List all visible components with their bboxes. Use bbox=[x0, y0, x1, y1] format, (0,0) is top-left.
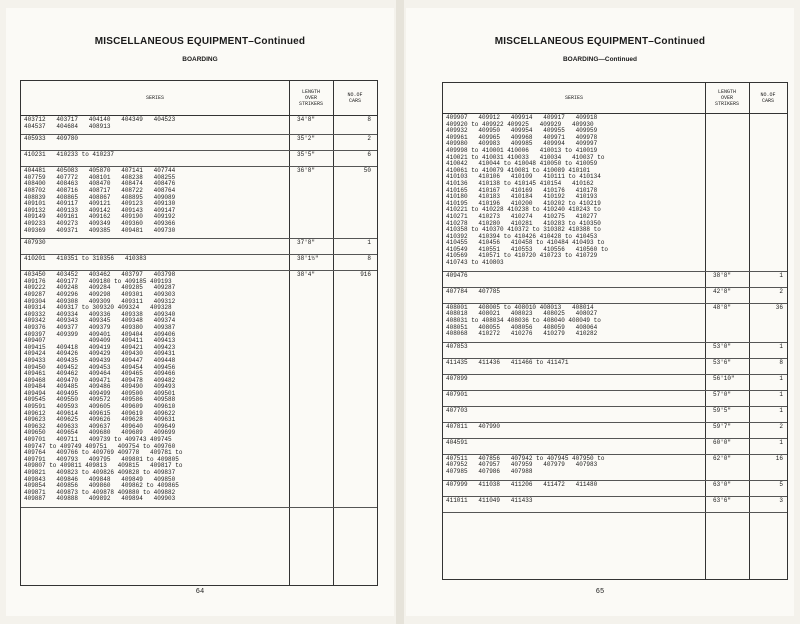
series-line: 410061 to 410079 410081 to 410089 410101 bbox=[446, 166, 591, 174]
series-line: 410180 410183 410184 410192 410193 bbox=[446, 193, 598, 201]
length-cell: 57'0" bbox=[713, 390, 732, 398]
series-line: 409450 409452 409453 409454 409456 bbox=[24, 363, 176, 371]
series-line: 409650 409654 409680 409689 409699 bbox=[24, 429, 176, 437]
series-line: 409376 409377 409379 409380 409387 bbox=[24, 323, 176, 331]
cars-cell: 50 bbox=[363, 167, 371, 175]
series-line: 409342 409343 409345 409348 409374 bbox=[24, 317, 176, 325]
header-length: LENGTH OVER STRIKERS bbox=[298, 89, 323, 107]
cars-cell: 8 bbox=[367, 116, 371, 123]
page-gutter bbox=[396, 0, 404, 624]
header-series: SERIES bbox=[145, 95, 164, 101]
series-cell bbox=[446, 376, 468, 383]
series-line: 409632 409633 409637 409640 409649 bbox=[24, 422, 176, 430]
table-row bbox=[443, 454, 787, 481]
series-line: 410271 410273 410274 410275 410277 bbox=[446, 212, 598, 220]
series-line: 409222 409248 409284 409285 409287 bbox=[24, 284, 176, 292]
header-cars: NO.OF CARS bbox=[347, 92, 363, 104]
equipment-table bbox=[20, 80, 378, 586]
right-page bbox=[406, 8, 794, 616]
length-cell: 38'8" bbox=[713, 271, 732, 279]
page-subtitle: BOARDING bbox=[182, 56, 218, 63]
series-line: 409871 409873 to 409878 409880 to 409882 bbox=[24, 488, 176, 496]
series-line: 407899 bbox=[446, 374, 468, 382]
series-line: 410549 410551 410553 410556 410560 to bbox=[446, 245, 609, 253]
series-line: 410136 410138 to 410145 410154 410162 bbox=[446, 179, 594, 187]
cars-cell: 2 bbox=[367, 135, 371, 143]
series-line: 409932 409950 409954 409955 409959 bbox=[446, 127, 598, 135]
cars-cell: 6 bbox=[367, 151, 371, 159]
series-line: 409304 409308 409309 409311 409312 bbox=[24, 297, 176, 305]
series-line: 407985 407986 407988 bbox=[446, 467, 533, 475]
series-line: 409747 to 409749 409751 409754 to 409760 bbox=[24, 442, 176, 450]
series-line: 409843 409846 409848 409849 409850 bbox=[24, 475, 176, 483]
series-cell bbox=[446, 408, 468, 415]
cars-cell: 36 bbox=[775, 303, 783, 311]
series-line: 409623 409625 409626 409628 409631 bbox=[24, 416, 176, 424]
series-line: 409961 409965 409968 409971 409978 bbox=[446, 133, 598, 141]
series-line: 410221 to 410228 410238 to 410240 410243 to bbox=[446, 206, 601, 214]
length-cell: 63'6" bbox=[713, 496, 732, 504]
series-cell bbox=[24, 272, 182, 503]
series-line: 410195 410196 410200 410202 to 410219 bbox=[446, 199, 601, 207]
series-line: 410231 410233 to 410237 bbox=[24, 151, 115, 159]
cars-cell: 1 bbox=[779, 438, 783, 446]
series-line: 407784 407785 bbox=[446, 287, 501, 295]
page-number: 65 bbox=[595, 588, 605, 596]
series-line: 409484 409485 409486 409490 409493 bbox=[24, 383, 176, 391]
table-row bbox=[443, 358, 787, 375]
series-line: 409433 409435 409439 409447 409448 bbox=[24, 356, 176, 364]
series-line: 407811 407990 bbox=[446, 422, 501, 430]
series-line: 409233 409273 409349 409360 409366 bbox=[24, 219, 176, 227]
cars-cell: 2 bbox=[779, 422, 783, 430]
table-row bbox=[443, 271, 787, 288]
table-row bbox=[443, 480, 787, 497]
header-cars: NO.OF CARS bbox=[760, 92, 776, 104]
series-cell bbox=[446, 440, 468, 447]
series-cell bbox=[446, 289, 500, 296]
series-line: 410569 410571 to 410720 410723 to 410729 bbox=[446, 252, 598, 260]
series-line: 409287 409296 409298 409301 409303 bbox=[24, 290, 176, 298]
series-line: 409494 409495 409499 409500 409501 bbox=[24, 389, 176, 397]
length-cell: 35'2" bbox=[297, 135, 316, 143]
series-cell bbox=[446, 360, 568, 367]
series-line: 409764 409766 to 409769 409778 409781 to bbox=[24, 449, 183, 457]
series-line: 408031 to 408034 408036 to 408040 408049 to bbox=[446, 316, 601, 324]
series-cell bbox=[24, 240, 46, 247]
series-cell bbox=[446, 482, 597, 489]
series-cell bbox=[24, 256, 146, 263]
table-row bbox=[443, 342, 787, 359]
series-line: 404537 404684 408913 bbox=[24, 122, 111, 130]
cars-cell: 8 bbox=[779, 358, 783, 366]
series-line: 410392 410394 to 410426 410428 to 410453 bbox=[446, 232, 598, 240]
series-line: 408839 408865 408867 408895 409089 bbox=[24, 193, 176, 201]
series-line: 409369 409371 409385 409481 409730 bbox=[24, 226, 176, 234]
page-subtitle: BOARDING—Continued bbox=[562, 56, 638, 63]
series-line: 409887 409888 409892 409894 409903 bbox=[24, 495, 176, 503]
series-line: 409476 bbox=[446, 271, 468, 279]
series-line: 409907 409912 409914 409917 409918 bbox=[446, 114, 598, 121]
series-cell bbox=[446, 498, 532, 505]
series-line: 409854 409856 409860 409862 to 409865 bbox=[24, 482, 179, 490]
table-row bbox=[21, 166, 377, 239]
series-line: 407901 bbox=[446, 390, 468, 398]
series-line: 409314 409317 to 309320 409324 409328 bbox=[24, 304, 172, 312]
series-line: 409397 409399 409401 409404 409406 bbox=[24, 330, 176, 338]
series-line: 407952 407957 407959 407979 407983 bbox=[446, 461, 598, 469]
page-title: MISCELLANEOUS EQUIPMENT–Continued bbox=[494, 36, 706, 47]
length-cell: 63'0" bbox=[713, 480, 732, 488]
length-cell: 53'0" bbox=[713, 342, 732, 350]
table-row bbox=[443, 390, 787, 407]
series-line: 409424 409426 409429 409430 409431 bbox=[24, 350, 176, 358]
series-line: 408001 408005 to 408010 408013 408014 bbox=[446, 303, 594, 311]
length-cell: 35'5" bbox=[297, 151, 316, 159]
page-number: 64 bbox=[195, 588, 205, 596]
series-line: 409132 409133 409142 409143 409147 bbox=[24, 206, 176, 214]
series-cell bbox=[24, 136, 78, 143]
series-line: 409407 409409 409411 409413 bbox=[24, 337, 176, 345]
series-cell bbox=[24, 152, 114, 159]
series-line: 407759 407772 408101 408238 408255 bbox=[24, 173, 176, 181]
series-line: 410021 to 410031 410033 410034 410037 to bbox=[446, 153, 605, 161]
length-cell: 53'6" bbox=[713, 358, 732, 366]
series-line: 410455 410456 410458 to 410484 410493 to bbox=[446, 239, 605, 247]
series-line: 409468 409470 409471 409478 409482 bbox=[24, 376, 176, 384]
length-cell: 60'0" bbox=[713, 438, 732, 446]
length-cell: 42'8" bbox=[713, 287, 732, 295]
series-cell bbox=[446, 392, 468, 399]
series-line: 409920 to 409922 409925 409929 409930 bbox=[446, 120, 594, 128]
series-line: 403450 403452 403462 403797 403798 bbox=[24, 271, 176, 279]
series-line: 405933 409780 bbox=[24, 135, 79, 143]
length-cell: 48'8" bbox=[713, 303, 732, 311]
cars-cell: 1 bbox=[779, 390, 783, 398]
series-line: 409545 409550 409572 409586 409588 bbox=[24, 396, 176, 404]
table-row bbox=[443, 113, 787, 272]
table-row bbox=[21, 115, 377, 135]
series-line: 407930 bbox=[24, 239, 46, 247]
series-line: 407853 bbox=[446, 342, 468, 350]
series-line: 409415 409418 409419 409421 409423 bbox=[24, 343, 176, 351]
table-row bbox=[21, 150, 377, 167]
cars-cell: 8 bbox=[367, 255, 371, 263]
series-line: 407703 bbox=[446, 406, 468, 414]
series-line: 410358 to 410370 410372 to 310382 410388 to bbox=[446, 226, 601, 234]
series-line: 409591 409593 409605 409609 409610 bbox=[24, 403, 176, 411]
series-line: 408018 408021 408023 408025 408027 bbox=[446, 310, 598, 318]
cars-cell: 1 bbox=[779, 406, 783, 414]
series-cell bbox=[446, 424, 500, 431]
length-cell: 38'4" bbox=[297, 271, 316, 279]
series-line: 410165 410167 410169 410176 410178 bbox=[446, 186, 598, 194]
series-line: 409807 to 409811 409813 409815 409817 to bbox=[24, 462, 183, 470]
table-row bbox=[443, 438, 787, 455]
length-cell: 62'0" bbox=[713, 454, 732, 462]
series-line: 409612 409614 409615 409619 409622 bbox=[24, 409, 176, 417]
table-row bbox=[21, 134, 377, 151]
series-line: 404481 405083 405870 407141 407744 bbox=[24, 167, 176, 175]
table-header bbox=[21, 81, 377, 116]
cars-cell: 1 bbox=[779, 374, 783, 382]
series-line: 404591 bbox=[446, 438, 468, 446]
equipment-table bbox=[442, 82, 788, 580]
series-cell bbox=[446, 115, 608, 267]
series-line: 411435 411436 411466 to 411471 bbox=[446, 358, 569, 366]
series-line: 409821 409823 to 409826 409828 to 409837 bbox=[24, 469, 176, 476]
cars-cell: 1 bbox=[779, 271, 783, 279]
length-cell: 38'1½" bbox=[297, 255, 319, 263]
left-page bbox=[6, 8, 394, 616]
series-line: 409101 409117 409121 409123 409130 bbox=[24, 200, 176, 208]
length-cell: 59'5" bbox=[713, 406, 732, 414]
series-line: 410201 410351 to 310356 410383 bbox=[24, 255, 147, 263]
table-row bbox=[443, 406, 787, 423]
series-line: 408051 408055 408056 408059 408064 bbox=[446, 323, 598, 331]
series-line: 407999 411038 411206 411472 411480 bbox=[446, 480, 598, 488]
series-line: 409332 409334 409336 409338 409340 bbox=[24, 310, 176, 318]
series-cell bbox=[446, 344, 468, 351]
table-row bbox=[443, 374, 787, 391]
table-row bbox=[443, 287, 787, 304]
table-row bbox=[443, 496, 787, 513]
header-series: SERIES bbox=[564, 95, 583, 101]
series-cell bbox=[446, 305, 601, 338]
length-cell: 59'7" bbox=[713, 422, 732, 430]
cars-cell: 3 bbox=[779, 496, 783, 504]
series-line: 408068 410272 410276 410279 410282 bbox=[446, 330, 598, 338]
cars-cell: 916 bbox=[360, 271, 371, 279]
series-line: 411011 411049 411433 bbox=[446, 496, 533, 504]
table-row bbox=[21, 254, 377, 271]
table-header bbox=[443, 83, 787, 114]
cars-cell: 1 bbox=[367, 239, 371, 247]
length-cell: 56'10" bbox=[713, 374, 735, 382]
series-line: 410042 410044 to 410048 410050 to 410059 bbox=[446, 160, 598, 168]
length-cell: 36'8" bbox=[297, 167, 316, 175]
header-length: LENGTH OVER STRIKERS bbox=[714, 89, 739, 107]
series-cell bbox=[24, 168, 175, 234]
series-line: 403712 403717 404140 404349 404523 bbox=[24, 116, 176, 123]
series-line: 410103 410106 410109 410111 to 410134 bbox=[446, 173, 601, 181]
series-line: 408702 408716 408717 408722 408764 bbox=[24, 186, 176, 194]
series-line: 410278 410280 410281 410283 to 410350 bbox=[446, 219, 601, 227]
series-line: 407511 407856 407942 to 407945 407950 to bbox=[446, 454, 605, 462]
series-line: 409998 to 410001 410006 410013 to 410019 bbox=[446, 146, 598, 154]
length-cell: 37'8" bbox=[297, 239, 316, 247]
cars-cell: 5 bbox=[779, 480, 783, 488]
page-title: MISCELLANEOUS EQUIPMENT–Continued bbox=[94, 36, 306, 47]
series-cell bbox=[24, 117, 175, 130]
series-line: 409176 409177 409180 to 409185 409193 bbox=[24, 277, 172, 285]
series-line: 409149 409161 409162 409190 409192 bbox=[24, 213, 176, 221]
cars-cell: 16 bbox=[775, 454, 783, 462]
series-line: 409461 409462 409464 409465 409466 bbox=[24, 370, 176, 378]
table-row bbox=[21, 270, 377, 508]
table-row bbox=[443, 303, 787, 343]
series-cell bbox=[446, 273, 468, 280]
length-cell: 34'8" bbox=[297, 116, 316, 123]
series-line: 408400 408463 408470 408474 408476 bbox=[24, 180, 176, 188]
series-line: 410743 to 410803 bbox=[446, 259, 504, 267]
series-line: 409980 409983 409985 409994 409997 bbox=[446, 140, 598, 148]
table-row bbox=[443, 422, 787, 439]
series-cell bbox=[446, 456, 604, 476]
table-row bbox=[21, 238, 377, 255]
series-line: 409791 409793 409795 409801 to 409805 bbox=[24, 455, 179, 463]
series-line: 409701 409711 409739 to 409743 409745 bbox=[24, 436, 172, 444]
cars-cell: 1 bbox=[779, 342, 783, 350]
cars-cell: 2 bbox=[779, 287, 783, 295]
